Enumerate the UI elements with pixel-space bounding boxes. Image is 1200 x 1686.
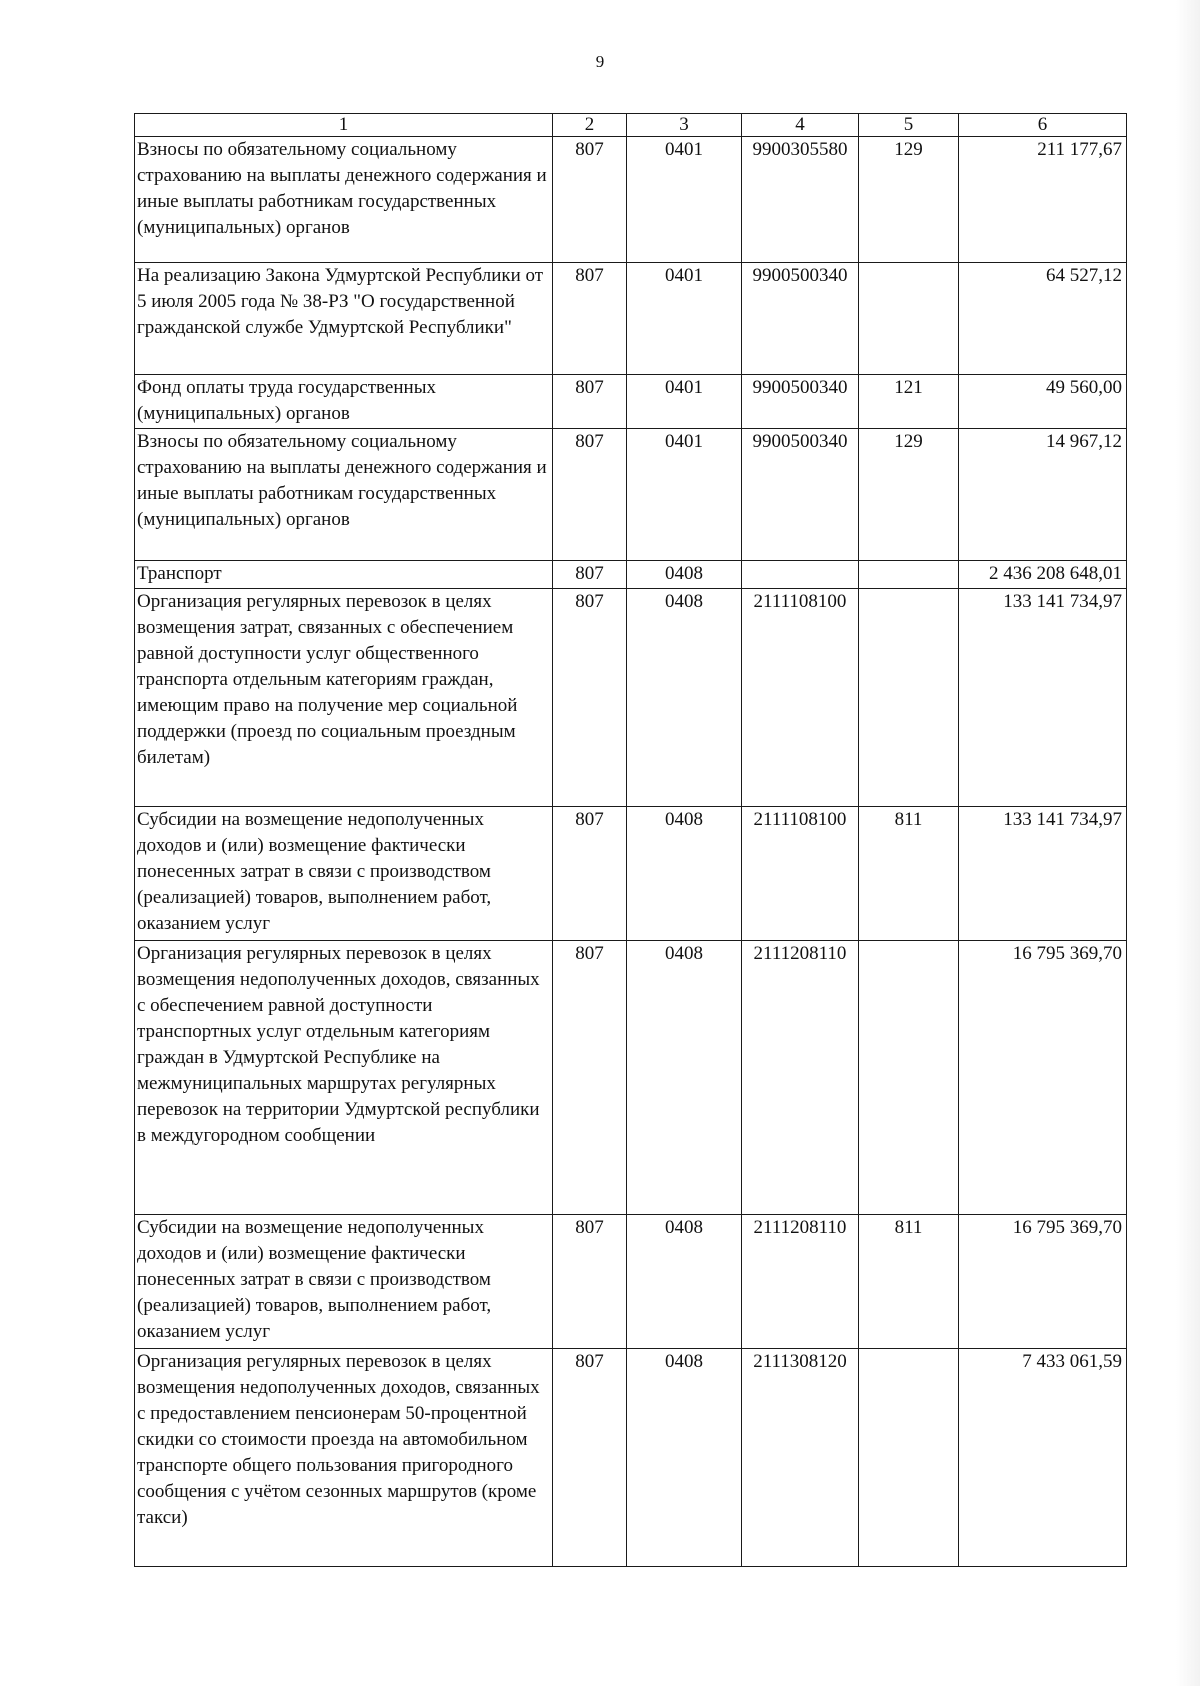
row-code-5 <box>859 263 959 375</box>
row-code-5: 129 <box>859 429 959 561</box>
row-amount: 133 141 734,97 <box>959 807 1127 941</box>
row-name: Транспорт <box>135 561 553 589</box>
table-row <box>135 941 1127 1215</box>
row-code-4: 2111108100 <box>742 807 859 941</box>
header-col-4: 4 <box>742 114 859 137</box>
row-code-4: 2111308120 <box>742 1349 859 1567</box>
row-code-4: 9900500340 <box>742 429 859 561</box>
row-amount: 211 177,67 <box>959 137 1127 263</box>
row-name: Субсидии на возмещение недополученных доходов и (или) возмещение фактически понесенных затрат в связи с производством (реализацией) товаров, выполнением работ, оказанием услуг <box>135 807 553 941</box>
budget-table <box>134 113 1127 1567</box>
row-code-3: 0408 <box>627 1349 742 1567</box>
row-code-3: 0401 <box>627 263 742 375</box>
row-code-3: 0408 <box>627 561 742 589</box>
row-name: Взносы по обязательному социальному страхованию на выплаты денежного содержания и иные выплаты работникам государственных (муниципальных) органов <box>135 429 553 561</box>
header-col-3: 3 <box>627 114 742 137</box>
row-name: Субсидии на возмещение недополученных доходов и (или) возмещение фактически понесенных затрат в связи с производством (реализацией) товаров, выполнением работ, оказанием услуг <box>135 1215 553 1349</box>
row-amount: 14 967,12 <box>959 429 1127 561</box>
row-code-5: 811 <box>859 807 959 941</box>
row-name: Фонд оплаты труда государственных (муниципальных) органов <box>135 375 553 429</box>
row-code-4: 2111108100 <box>742 589 859 807</box>
table-row <box>135 263 1127 375</box>
row-code-4: 9900305580 <box>742 137 859 263</box>
row-name: На реализацию Закона Удмуртской Республики от 5 июля 2005 года № 38-РЗ "О государственной гражданской службе Удмуртской Республики" <box>135 263 553 375</box>
row-code-5 <box>859 1349 959 1567</box>
table-row <box>135 1215 1127 1349</box>
scan-edge <box>1176 0 1200 1686</box>
row-code-2: 807 <box>553 1215 627 1349</box>
row-code-3: 0408 <box>627 941 742 1215</box>
row-code-2: 807 <box>553 561 627 589</box>
row-code-3: 0401 <box>627 137 742 263</box>
row-name: Организация регулярных перевозок в целях возмещения затрат, связанных с обеспечением равной доступности услуг общественного транспорта отдельным категориям граждан, имеющим право на получение мер социальной поддержки (проезд по социальным проездным билетам) <box>135 589 553 807</box>
row-amount: 7 433 061,59 <box>959 1349 1127 1567</box>
row-code-5 <box>859 941 959 1215</box>
row-name: Взносы по обязательному социальному страхованию на выплаты денежного содержания и иные выплаты работникам государственных (муниципальных) органов <box>135 137 553 263</box>
row-code-3: 0408 <box>627 589 742 807</box>
row-code-5: 121 <box>859 375 959 429</box>
row-code-2: 807 <box>553 589 627 807</box>
header-row <box>135 114 1127 137</box>
table-row <box>135 137 1127 263</box>
page-number: 9 <box>595 52 605 71</box>
row-amount: 16 795 369,70 <box>959 941 1127 1215</box>
row-code-4 <box>742 561 859 589</box>
row-code-2: 807 <box>553 1349 627 1567</box>
header-col-5: 5 <box>859 114 959 137</box>
row-code-5: 811 <box>859 1215 959 1349</box>
row-code-4: 9900500340 <box>742 375 859 429</box>
table-row <box>135 807 1127 941</box>
row-code-4: 2111208110 <box>742 941 859 1215</box>
table-row <box>135 375 1127 429</box>
row-code-5: 129 <box>859 137 959 263</box>
row-code-3: 0408 <box>627 1215 742 1349</box>
row-code-2: 807 <box>553 429 627 561</box>
row-code-2: 807 <box>553 375 627 429</box>
table-row <box>135 429 1127 561</box>
row-amount: 2 436 208 648,01 <box>959 561 1127 589</box>
header-col-1: 1 <box>135 114 553 137</box>
row-code-3: 0401 <box>627 375 742 429</box>
row-code-2: 807 <box>553 941 627 1215</box>
header-col-6: 6 <box>959 114 1127 137</box>
row-amount: 49 560,00 <box>959 375 1127 429</box>
row-code-2: 807 <box>553 807 627 941</box>
table-row <box>135 1349 1127 1567</box>
row-amount: 64 527,12 <box>959 263 1127 375</box>
table-row <box>135 561 1127 589</box>
row-code-2: 807 <box>553 263 627 375</box>
row-name: Организация регулярных перевозок в целях возмещения недополученных доходов, связанных с обеспечением равной доступности транспортных услуг отдельным категориям граждан в Удмуртской Республике на межмуниципальных маршрутах регулярных перевозок на территории Удмуртской республики в междугородном сообщении <box>135 941 553 1215</box>
row-code-2: 807 <box>553 137 627 263</box>
row-amount: 16 795 369,70 <box>959 1215 1127 1349</box>
table-row <box>135 589 1127 807</box>
row-code-5 <box>859 561 959 589</box>
header-col-2: 2 <box>553 114 627 137</box>
row-amount: 133 141 734,97 <box>959 589 1127 807</box>
row-code-4: 2111208110 <box>742 1215 859 1349</box>
row-code-5 <box>859 589 959 807</box>
row-code-3: 0408 <box>627 807 742 941</box>
row-code-4: 9900500340 <box>742 263 859 375</box>
row-code-3: 0401 <box>627 429 742 561</box>
row-name: Организация регулярных перевозок в целях возмещения недополученных доходов, связанных с предоставлением пенсионерам 50-процентной скидки со стоимости проезда на автомобильном транспорте общего пользования пригородного сообщения с учётом сезонных маршрутов (кроме такси) <box>135 1349 553 1567</box>
